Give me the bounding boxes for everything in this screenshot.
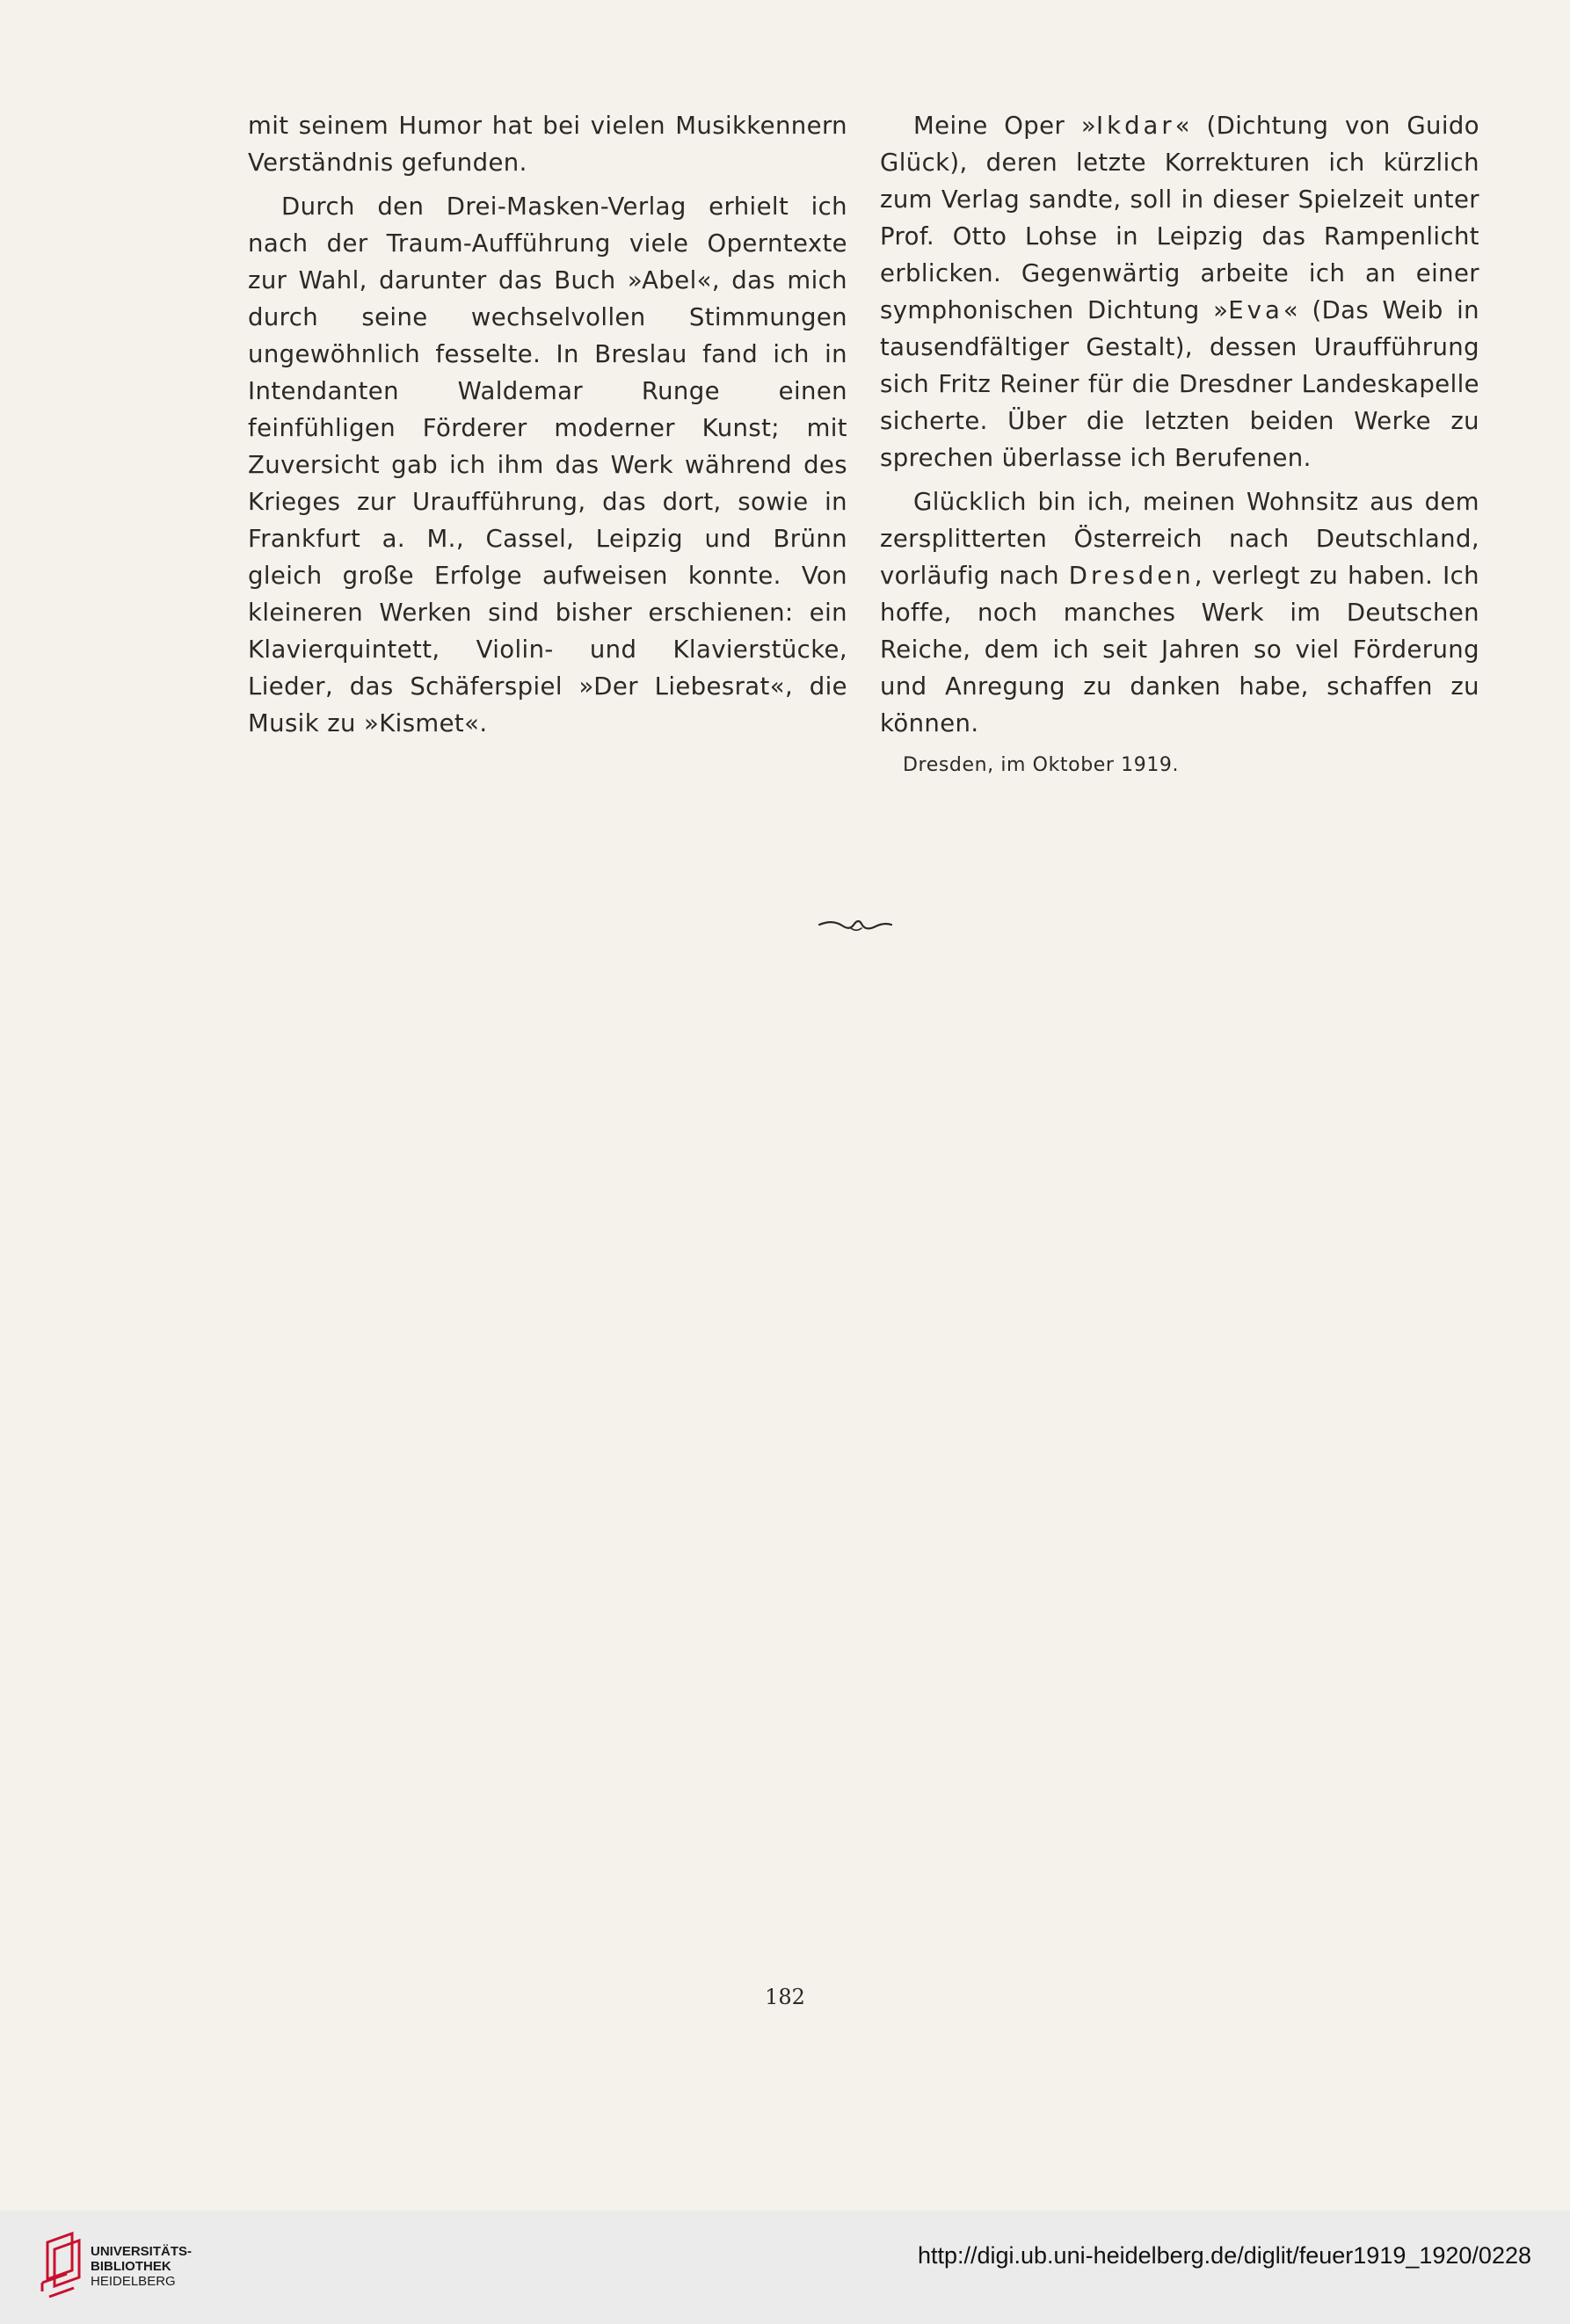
ornament-flourish-icon (816, 912, 895, 939)
library-name[interactable] (91, 2244, 192, 2289)
spaced-title-ikdar: Ikdar (1096, 112, 1175, 140)
left-paragraph-2: Durch den Drei-Masken-Verlag erhielt ich nach der Traum-Aufführung viele Operntexte zur Wahl, darunter das Buch »Abel«, das mich durch seine wechselvollen Stimmungen ungewöhnlich fesselte. In Breslau fand ich in Intendanten Waldemar Runge einen feinfühligen Förderer moderner Kunst; mit Zuversicht gab ich ihm das Werk während des Krieges zur Uraufführung, das dort, sowie in Frankfurt a. M., Cassel, Leipzig und Brünn gleich große Erfolge aufweisen konnte. Von kleineren Werken sind bisher erschienen: ein Klavierquintett, Violin- und Klavierstücke, Lieder, das Schäferspiel »Der Liebesrat«, die Musik zu »Kismet«. (248, 192, 847, 737)
spaced-title-eva: Eva (1228, 296, 1283, 324)
text-run: « (Dichtung von Guido Glück), deren letzte Korrekturen ich kürzlich zum Verlag sandte, soll in dieser Spielzeit unter Prof. Otto Lohse in Leipzig das Rampenlicht erblicken. Gegenwärtig arbeite ich an einer symphonischen Dichtung » (880, 112, 1479, 324)
text-run: « (Das Weib in tausendfältiger Gestalt), dessen Uraufführung sich Fritz Reiner für die Dresdner Landeskapelle sicherte. Über die letzten beiden Werke zu sprechen überlasse ich Berufenen. (880, 296, 1479, 472)
signature-line: Dresden, im Oktober 1919. (903, 754, 1180, 776)
text-run: , verlegt zu haben. Ich hoffe, noch manches Werk im Deutschen Reiche, dem ich seit Jahren so viel Förderung und Anregung zu danken habe, schaffen zu können. (880, 562, 1479, 737)
library-name-line-1: UNIVERSITÄTS- (91, 2244, 193, 2259)
library-name-line-3: HEIDELBERG (91, 2274, 176, 2289)
left-text-column (248, 107, 847, 749)
library-name-line-2: BIBLIOTHEK (91, 2259, 171, 2274)
right-paragraph-1 (880, 107, 1479, 476)
document-url-link[interactable]: http://digi.ub.uni-heidelberg.de/diglit/feuer1919_1920/0228 (917, 2242, 1531, 2269)
left-paragraph-1: mit seinem Humor hat bei vielen Musikkennern Verständnis gefunden. (248, 112, 847, 177)
page-number: 182 (765, 1985, 805, 2009)
text-run: Glücklich bin ich, meinen Wohnsitz aus dem zersplitterten Österreich nach Deutschland, vorläufig nach (880, 488, 1479, 590)
footer-bar (0, 2211, 1570, 2324)
spaced-place-dresden: Dresden (1068, 562, 1195, 590)
right-paragraph-2 (880, 483, 1479, 742)
text-run: Meine Oper » (913, 112, 1097, 140)
library-logo-icon[interactable] (37, 2230, 90, 2300)
right-text-column (880, 107, 1479, 779)
